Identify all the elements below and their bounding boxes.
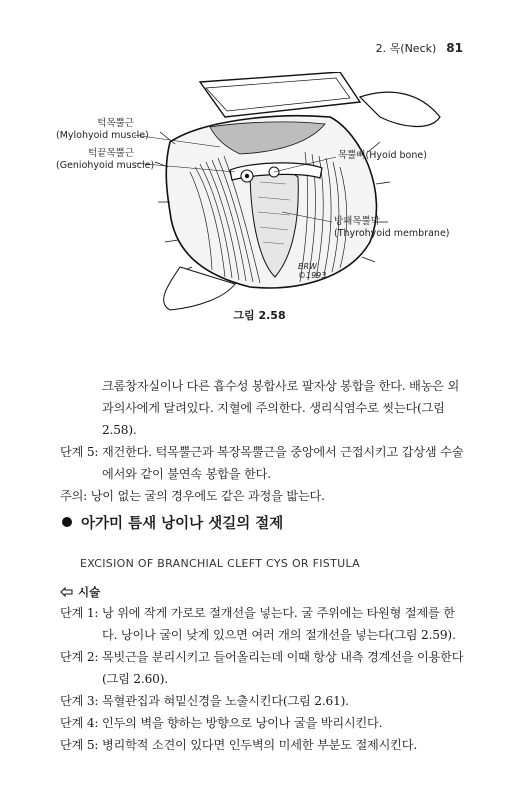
step-line: 단계 5: 재건한다. 턱목뿔근과 복장목뿔근을 중앙에서 근접시키고 갑상샘 수술 <box>60 445 464 459</box>
label-mylohyoid-ko: 턱목뿔근 <box>97 118 134 129</box>
para-line: 크롬창자실이나 다른 흡수성 봉합사로 팔자상 봉합을 한다. 배농은 외 <box>102 379 460 393</box>
step-line: 단계 4: 인두의 벽을 향하는 방향으로 낭이나 굴을 박리시킨다. <box>60 716 383 730</box>
procedure-steps <box>60 602 472 756</box>
step-line: (그림 2.60). <box>102 672 168 686</box>
step-line: 다. 낭이나 굴이 낮게 있으면 여러 개의 절개선을 넣는다(그림 2.59). <box>102 628 456 642</box>
label-thyrohyoid-ko: 방패목뿔막 <box>334 216 380 227</box>
artist-signature <box>298 262 326 280</box>
note-line: 주의: 낭이 없는 굴의 경우에도 같은 과정을 밟는다. <box>60 489 325 503</box>
anatomy-illustration <box>56 72 460 312</box>
bullet-icon <box>62 517 72 527</box>
page-number: 81 <box>446 41 463 55</box>
header-section: 2. 목(Neck) <box>375 42 437 55</box>
label-geniohyoid-en: (Geniohyoid muscle) <box>56 160 155 171</box>
step-line: 단계 1: 낭 위에 작게 가로로 절개선을 넣는다. 굴 주위에는 타원형 절제를 한 <box>60 606 455 620</box>
section-title-text: 아가미 틈새 낭이나 샛길의 절제 <box>81 516 284 532</box>
section-heading <box>62 512 283 533</box>
step-line: 에서와 같이 불연속 봉합을 한다. <box>102 467 271 481</box>
signature-year: ©1993 <box>298 271 327 280</box>
step-line: 단계 2: 목빗근을 분리시키고 들어올리는데 이때 항상 내측 경계선을 이용한다 <box>60 650 464 664</box>
signature-initials: BRW <box>298 262 317 271</box>
section-subtitle: EXCISION OF BRANCHIAL CLEFT CYS OR FISTULA <box>80 557 360 570</box>
body-paragraphs <box>60 375 472 507</box>
step-line: 단계 5: 병리학적 소견이 있다면 인두벽의 미세한 부분도 절제시킨다. <box>60 738 418 752</box>
label-thyrohyoid-en: (Thyrohyoid membrane) <box>334 228 450 239</box>
label-mylohyoid <box>56 118 149 142</box>
label-geniohyoid <box>56 148 155 172</box>
label-hyoid: 목뿔뼈(Hyoid bone) <box>338 150 427 161</box>
para-line: 2.58). <box>102 423 137 437</box>
label-mylohyoid-en: (Mylohyoid muscle) <box>56 130 149 141</box>
figure-caption: 그림 2.58 <box>233 309 286 322</box>
para-line: 과의사에게 달려있다. 지혈에 주의한다. 생리식염수로 씻는다(그림 <box>102 401 445 415</box>
procedure-label: 시술 <box>78 585 101 599</box>
pointing-hand-icon <box>60 586 74 598</box>
label-thyrohyoid <box>334 216 450 240</box>
procedure-heading <box>60 584 100 600</box>
neck-dissection-drawing <box>60 72 460 312</box>
label-geniohyoid-ko: 턱끝목뿔근 <box>88 148 134 159</box>
step-line: 단계 3: 목혈관집과 혀밑신경을 노출시킨다(그림 2.61). <box>60 694 349 708</box>
running-header <box>376 40 463 56</box>
